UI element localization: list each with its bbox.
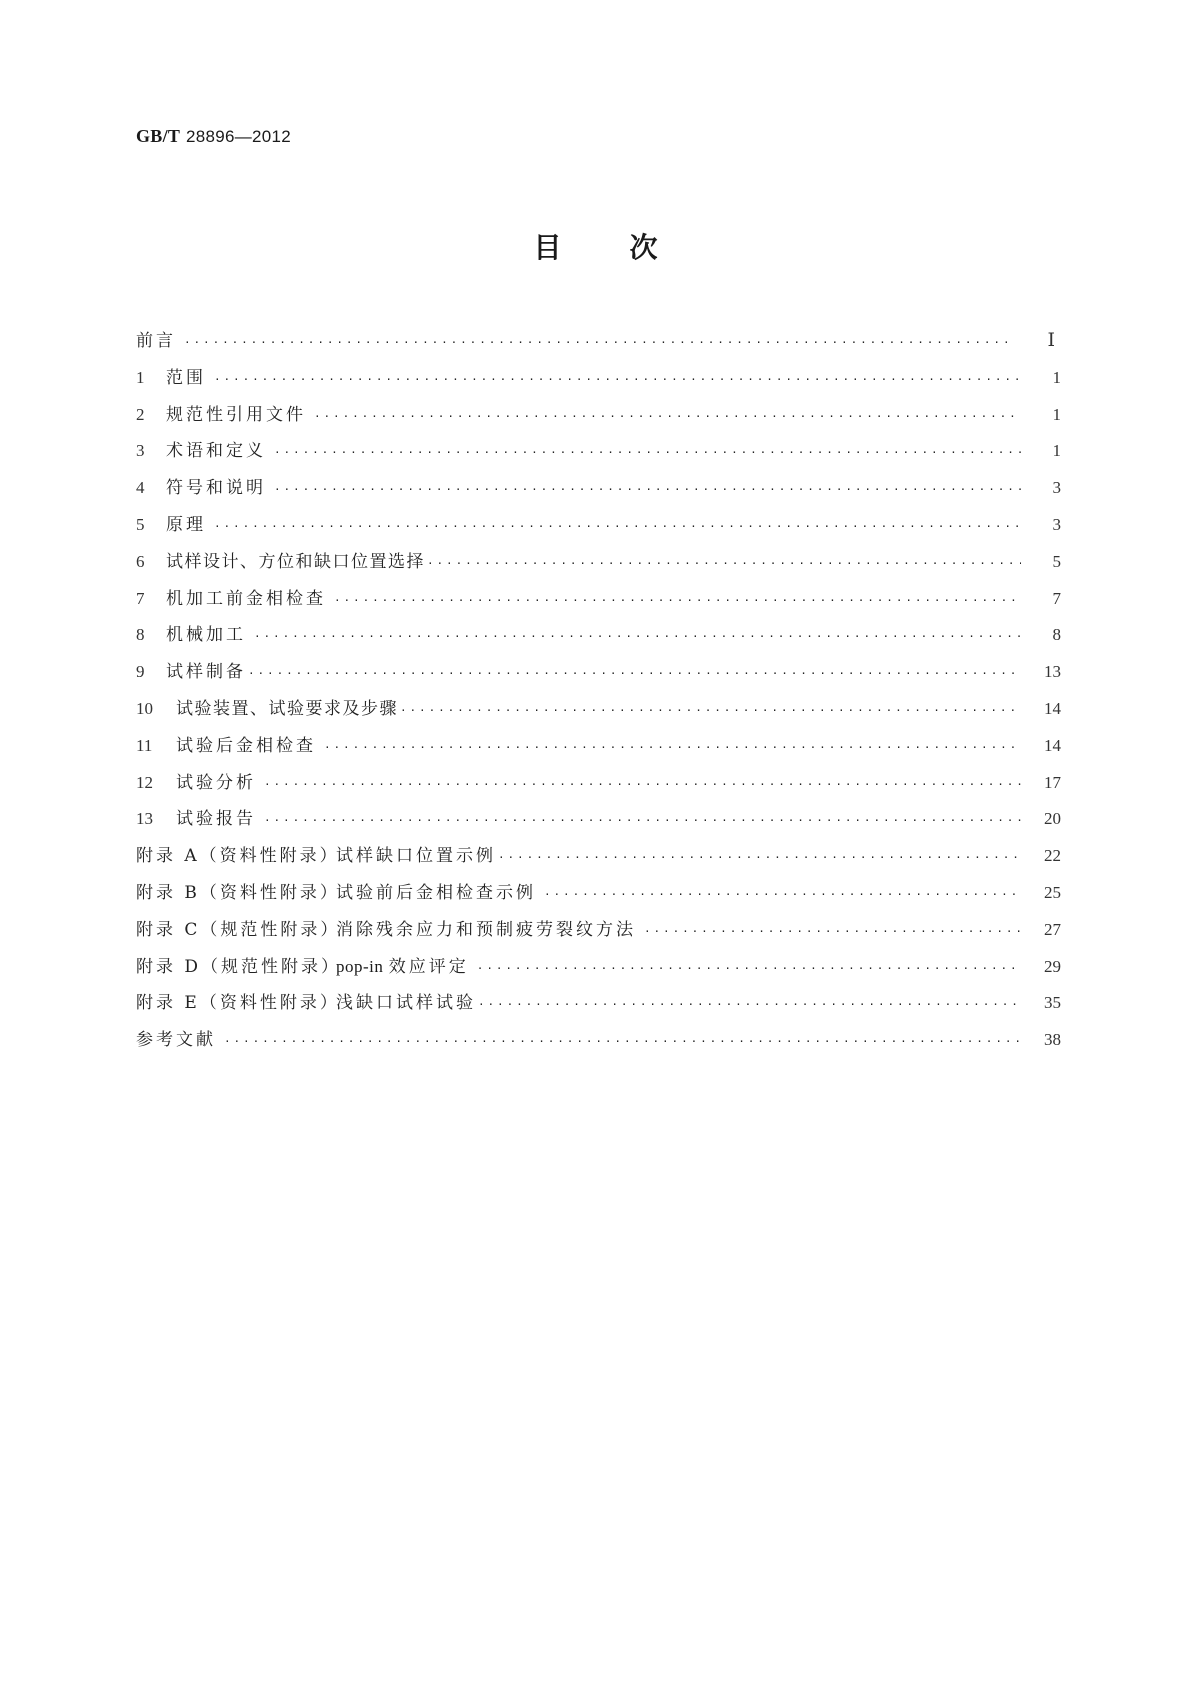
leader-dots [400,704,1021,717]
leader-dots [334,594,1021,607]
toc-entry-number: 11 [136,735,153,755]
toc-entry-page: 8 [1052,625,1061,645]
toc-entry-number: 6 [136,551,145,571]
toc-entry-page: 7 [1052,588,1061,608]
leader-dots [214,373,1021,386]
toc-entry-2[interactable] [136,400,1061,437]
toc-entry-page: 5 [1052,551,1061,571]
toc-entry-label: 参考文献 [136,1030,216,1051]
toc-entry-number: 4 [136,478,145,498]
toc-entry-label: 浅缺口试样试验 [336,993,476,1014]
toc-entry-label: 试样制备 [166,662,246,683]
toc-entry-11[interactable] [136,731,1061,768]
toc-entry-label: 术语和定义 [166,441,266,462]
toc-entry-number: 13 [136,809,153,829]
standard-number-header [136,126,291,147]
toc-entry-page: 25 [1044,882,1061,902]
toc-entry-label: 消除残余应力和预制疲劳裂纹方法 [336,919,636,940]
toc-entry-label: 规范性引用文件 [166,404,306,425]
toc-entry-8[interactable] [136,620,1061,657]
leader-dots [478,998,1021,1011]
toc-entry-page: 14 [1044,698,1061,718]
toc-entry-label: 机械加工 [166,625,246,646]
leader-dots [544,888,1021,901]
toc-entry-12[interactable] [136,768,1061,805]
toc-entry-number: 3 [136,441,145,461]
toc-entry-foreword[interactable] [136,326,1061,363]
toc-entry-number: 12 [136,772,153,792]
toc-entry-4[interactable] [136,473,1061,510]
leader-dots [254,630,1021,643]
toc-entry-10[interactable] [136,694,1061,731]
page-title-char-1: 目 [533,231,562,264]
leader-dots [184,336,1015,349]
annex-prefix: 附录 E（资料性附录） [136,993,340,1014]
annex-prefix: 附录 D（规范性附录） [136,956,342,977]
toc-entry-1[interactable] [136,363,1061,400]
toc-entry-13[interactable] [136,804,1061,841]
standard-number: 28896—2012 [185,127,292,146]
leader-dots [477,962,1021,975]
toc-entry-5[interactable] [136,510,1061,547]
leader-dots [324,741,1021,754]
toc-entry-page: 38 [1044,1030,1061,1050]
toc-entry-label: 前言 [136,331,176,351]
toc-entry-label: 试验后金相检查 [176,735,316,756]
toc-entry-label: 符号和说明 [166,478,266,499]
toc-entry-number: 10 [136,698,153,718]
toc-entry-page: 35 [1044,993,1061,1013]
toc-entry-page: 22 [1044,846,1061,866]
toc-entry-7[interactable] [136,584,1061,621]
page-title-char-2: 次 [629,231,658,264]
toc-entry-number: 1 [136,367,145,387]
toc-entry-annex-e[interactable] [136,988,1061,1025]
toc-entry-annex-a[interactable] [136,841,1061,878]
toc-entry-page: 3 [1052,478,1061,498]
toc-entry-page: 1 [1052,367,1061,387]
leader-dots [274,446,1021,459]
toc-entry-page: 20 [1044,809,1061,829]
toc-entry-9[interactable] [136,657,1061,694]
toc-entry-label-latin: pop-in [336,956,384,976]
leader-dots [427,557,1021,570]
toc-entry-label: 范围 [166,367,206,388]
toc-entry-label: 试样缺口位置示例 [336,846,496,867]
toc-entry-annex-d[interactable] [136,952,1061,989]
toc-entry-page: 1 [1052,404,1061,424]
toc-entry-page: 17 [1044,772,1061,792]
toc-entry-annex-b[interactable] [136,878,1061,915]
toc-entry-page: 27 [1044,919,1061,939]
toc-entry-page: 13 [1044,662,1061,682]
table-of-contents [136,326,1061,1062]
toc-entry-page: Ⅰ [1047,330,1055,351]
toc-entry-3[interactable] [136,436,1061,473]
toc-entry-number: 9 [136,662,145,682]
toc-entry-label: 原理 [166,514,206,535]
page-title [0,226,1191,266]
toc-entry-page: 1 [1052,441,1061,461]
toc-entry-label: 效应评定 [388,956,469,977]
toc-entry-number: 8 [136,625,145,645]
leader-dots [224,1035,1021,1048]
annex-prefix: 附录 C（规范性附录） [136,919,341,940]
toc-entry-label: 试验报告 [176,809,256,830]
toc-entry-label: 试验前后金相检查示例 [336,882,536,903]
leader-dots [314,410,1021,423]
toc-entry-number: 7 [136,588,145,608]
toc-entry-page: 3 [1052,514,1061,534]
leader-dots [264,814,1021,827]
leader-dots [274,483,1021,496]
toc-entry-number: 2 [136,404,145,424]
toc-entry-page: 14 [1044,735,1061,755]
toc-entry-number: 5 [136,514,145,534]
leader-dots [264,778,1021,791]
leader-dots [498,851,1021,864]
leader-dots [214,520,1021,533]
toc-entry-annex-c[interactable] [136,915,1061,952]
toc-entry-page: 29 [1044,956,1061,976]
leader-dots [248,667,1021,680]
annex-prefix: 附录 A（资料性附录） [136,846,340,867]
leader-dots [644,925,1021,938]
toc-entry-6[interactable] [136,547,1061,584]
toc-entry-label: 试验装置、试验要求及步骤 [176,698,398,719]
toc-entry-label: 机加工前金相检查 [166,588,326,609]
standard-code: GB/T [136,126,181,146]
toc-entry-bibliography[interactable] [136,1025,1061,1062]
annex-prefix: 附录 B（资料性附录） [136,882,340,903]
toc-entry-label: 试样设计、方位和缺口位置选择 [166,551,425,572]
toc-entry-label: 试验分析 [176,772,256,793]
